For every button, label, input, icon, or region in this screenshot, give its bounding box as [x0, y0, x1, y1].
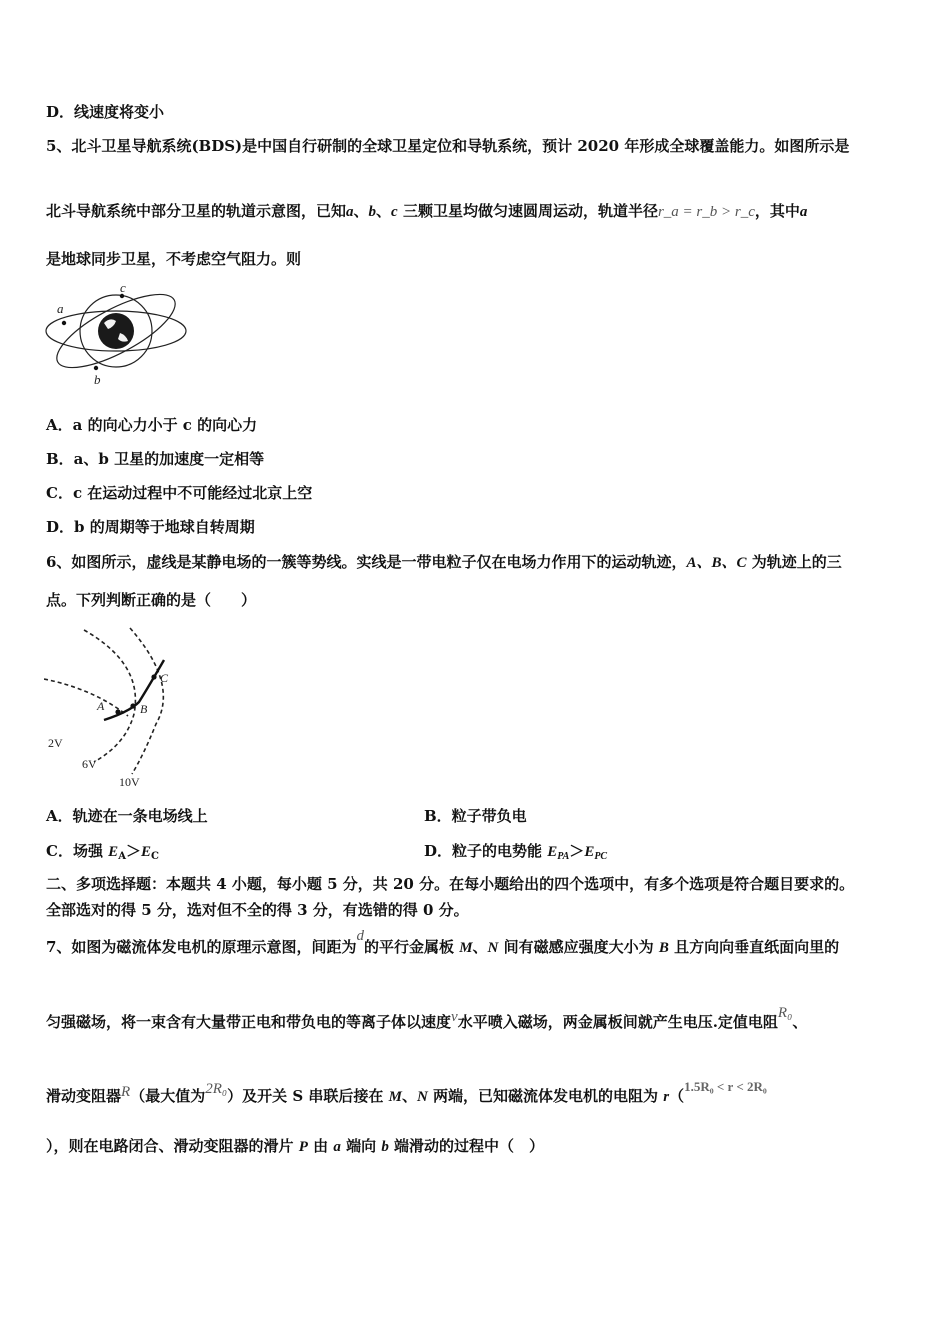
orbit-label-a: a	[57, 301, 64, 316]
equipotential-label-6v: 6V	[82, 757, 97, 771]
orbit-label-b: b	[94, 372, 101, 387]
point-label-c: C	[160, 671, 169, 685]
point-label-b: B	[140, 702, 148, 716]
q5-stem-line3: 是地球同步卫星，不考虑空气阻力。则	[46, 250, 302, 268]
orbit-radius-relation: r_a = r_b > r_c	[657, 204, 755, 220]
orbit-label-c: c	[120, 283, 126, 295]
point-label-a: A	[97, 699, 105, 713]
q6-option-row1	[46, 806, 910, 826]
earth-icon	[98, 313, 134, 349]
q6-option-row2	[46, 841, 910, 867]
q5-stem-line1: 5、北斗卫星导航系统(BDS)是中国自行研制的全球卫星定位和导轨系统，预计 2020 年形成全球覆盖能力。如图所示是	[46, 137, 850, 155]
q6-option-a: A．轨迹在一条电场线上	[46, 807, 208, 825]
q7-stem-line1: 7、如图为磁流体发电机的原理示意图，间距为d的平行金属板 M、N 间有磁感应强度大小为 B 且方向向垂直纸面向里的	[46, 928, 840, 956]
q5-option-d: D．b 的周期等于地球自转周期	[46, 518, 255, 536]
q5-option-c: C．c 在运动过程中不可能经过北京上空	[46, 484, 313, 502]
section2-instructions-line2: 全部选对的得 5 分，选对但不全的得 3 分，有选错的得 0 分。	[46, 901, 469, 919]
q6-option-b: B．粒子带负电	[424, 807, 527, 825]
q6-stem-line1: 6、如图所示，虚线是某静电场的一簇等势线。实线是一带电粒子仅在电场力作用下的运动轨迹，A、B、C 为轨迹上的三	[46, 553, 842, 571]
section2-instructions-line1: 二、多项选择题：本题共 4 小题，每小题 5 分，共 20 分。在每小题给出的四个选项中，有多个选项是符合题目要求的。	[46, 875, 855, 893]
q7-stem-line3: 滑动变阻器R（最大值为2R₀）及开关 S 串联后接在 M、N 两端，已知磁流体发电机的电阻为 r（1.5R₀ < r < 2R₀	[46, 1079, 767, 1105]
q7-stem-line2: 匀强磁场，将一束含有大量带正电和带负电的等离子体以速度v水平喷入磁场，两金属板间就产生电压.定值电阻R₀、	[46, 1005, 808, 1031]
q7-stem-line4: ），则在电路闭合、滑动变阻器的滑片 P 由 a 端向 b 端滑动的过程中（ ）	[46, 1137, 545, 1155]
prev-option-d: D．线速度将变小	[46, 103, 165, 121]
satellite-orbit-figure	[44, 283, 194, 389]
equipotential-label-10v: 10V	[119, 775, 140, 789]
equipotential-label-2v: 2V	[48, 736, 63, 750]
q6-option-d: D．粒子的电势能 $E_{PA}>E_{PC}$	[424, 842, 608, 862]
equipotential-figure	[44, 624, 194, 792]
q6-stem-line2: 点。下列判断正确的是（ ）	[46, 591, 257, 609]
q5-option-b: B．a、b 卫星的加速度一定相等	[46, 450, 265, 468]
q6-option-c: C．场强 $E_A>E_C$	[46, 842, 159, 862]
q5-stem-line2: 北斗导航系统中部分卫星的轨道示意图，已知a、b、c 三颗卫星均做匀速圆周运动，轨道半径r_a = r_b > r_c，其中a	[46, 202, 808, 220]
q5-option-a: A．a 的向心力小于 c 的向心力	[46, 416, 258, 434]
